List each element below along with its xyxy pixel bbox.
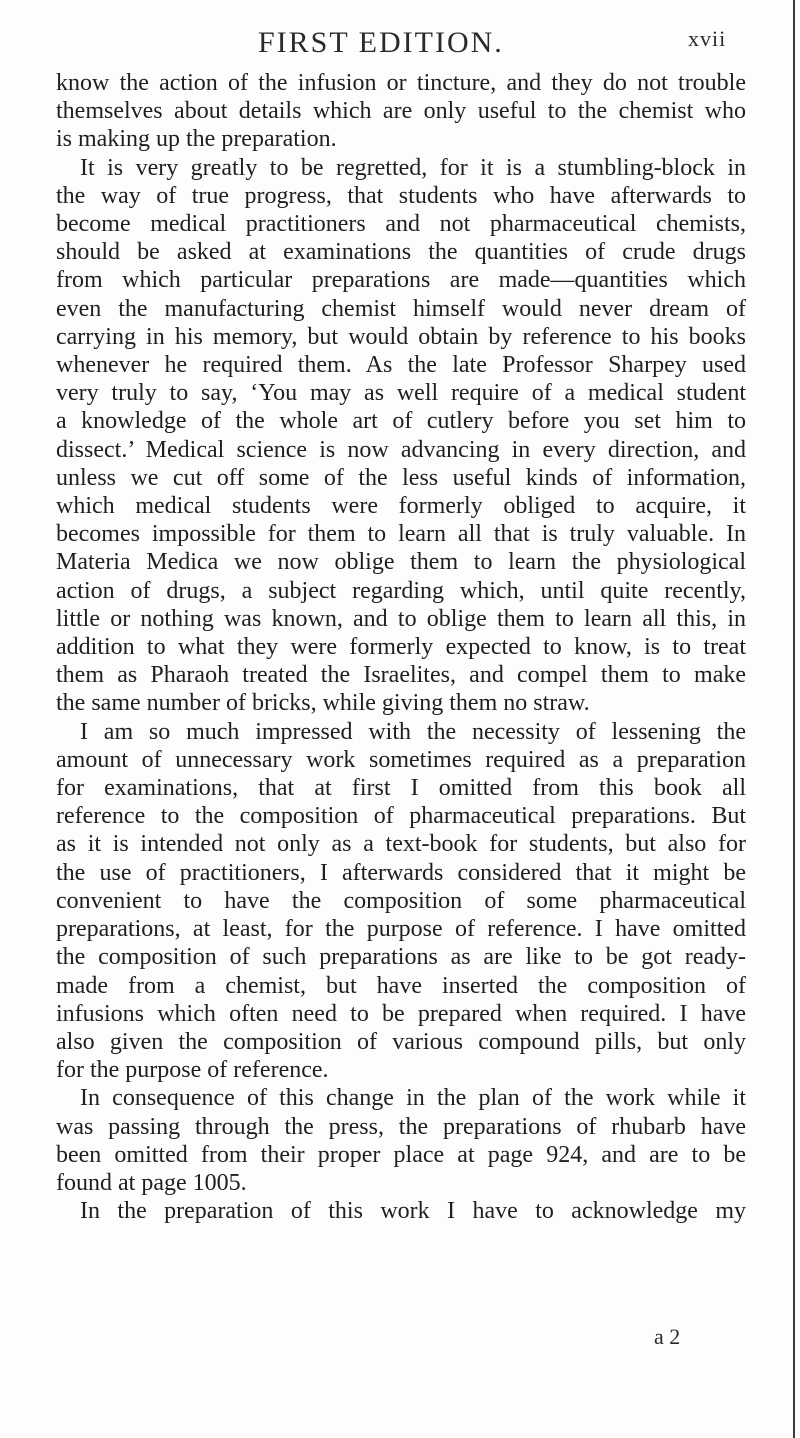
running-title: FIRST EDITION. [258, 26, 504, 59]
text-line: action of drugs, a subject regarding which, until quite recently, [56, 577, 746, 604]
text-line: become medical practitioners and not pharmaceutical chemists, [56, 211, 746, 238]
text-line: been omitted from their proper place at page 924, and are to be [56, 1141, 746, 1168]
text-line: even the manufacturing chemist himself would never dream of [56, 295, 746, 322]
text-line: whenever he required them. As the late Professor Sharpey used [56, 352, 746, 379]
text-line: Materia Medica we now oblige them to learn the physiological [56, 549, 746, 576]
text-line: unless we cut off some of the less useful kinds of information, [56, 464, 746, 491]
text-line: the same number of bricks, while giving them no straw. [56, 690, 590, 717]
body-text [56, 69, 746, 1225]
text-line: a knowledge of the whole art of cutlery before you set him to [56, 408, 746, 435]
text-line: amount of unnecessary work sometimes required as a preparation [56, 746, 746, 773]
text-line: for examinations, that at first I omitted from this book all [56, 775, 746, 802]
text-line: I am so much impressed with the necessity of lessening the [80, 718, 746, 745]
text-line: very truly to say, ‘You may as well require of a medical student [56, 380, 746, 407]
text-line: carrying in his memory, but would obtain by reference to his books [56, 323, 746, 350]
page-header [0, 26, 800, 66]
text-line: In the preparation of this work I have to acknowledge my [80, 1198, 746, 1225]
text-line: the use of practitioners, I afterwards considered that it might be [56, 859, 746, 886]
text-line: becomes impossible for them to learn all that is truly valuable. In [56, 521, 746, 548]
text-line: little or nothing was known, and to oblige them to learn all this, in [56, 605, 746, 632]
text-line: preparations, at least, for the purpose of reference. I have omitted [56, 916, 746, 943]
text-line: infusions which often need to be prepared when required. I have [56, 1000, 746, 1027]
text-line: reference to the composition of pharmaceutical preparations. But [56, 803, 746, 830]
page-number: xvii [688, 26, 727, 51]
text-line: know the action of the infusion or tincture, and they do not trouble [56, 70, 746, 96]
text-line: from which particular preparations are made—quantities which [56, 267, 746, 294]
signature-mark: a 2 [654, 1324, 681, 1349]
text-line: as it is intended not only as a text-book for students, but also for [56, 831, 746, 858]
text-line: the way of true progress, that students who have afterwards to [56, 182, 746, 209]
text-line: the composition of such preparations as are like to be got ready- [56, 944, 746, 971]
text-line: convenient to have the composition of some pharmaceutical [56, 887, 746, 914]
text-line: themselves about details which are only useful to the chemist who [56, 98, 746, 125]
text-line: also given the composition of various compound pills, but only [56, 1028, 746, 1055]
text-line: which medical students were formerly obliged to acquire, it [56, 493, 746, 520]
page-edge [793, 0, 795, 1438]
text-line: them as Pharaoh treated the Israelites, and compel them to make [56, 662, 746, 689]
text-line: was passing through the press, the preparations of rhubarb have [56, 1113, 746, 1140]
text-line: made from a chemist, but have inserted the composition of [56, 972, 746, 999]
text-line: found at page 1005. [56, 1169, 247, 1196]
text-line: dissect.’ Medical science is now advancing in every direction, and [56, 436, 746, 463]
text-line: should be asked at examinations the quantities of crude drugs [56, 239, 746, 266]
text-line: It is very greatly to be regretted, for it is a stumbling-block in [80, 154, 746, 181]
text-line: for the purpose of reference. [56, 1057, 329, 1084]
text-line: addition to what they were formerly expected to know, is to treat [56, 634, 746, 661]
text-line: In consequence of this change in the plan of the work while it [80, 1085, 746, 1112]
text-line: is making up the preparation. [56, 126, 337, 153]
